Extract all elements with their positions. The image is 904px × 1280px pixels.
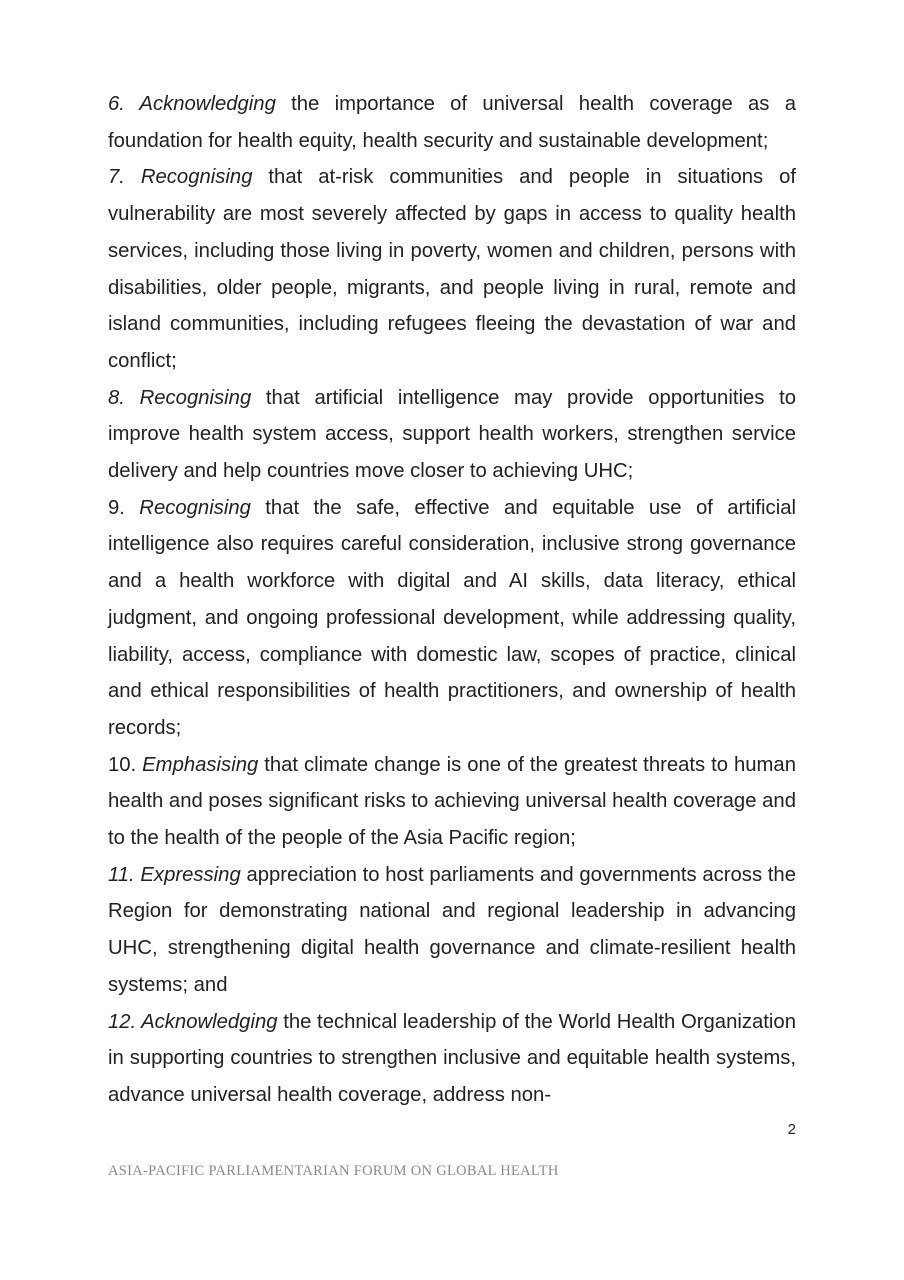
paragraph-lead: 7. Recognising [108, 166, 253, 189]
paragraph-text: that the safe, effective and equitable use of artificial intelligence also requires careful consideration, inclusive strong governance and a health workforce with digital and AI skills, data literacy, ethical judgment, and ongoing professional development, while addressing quality, liability, access, compliance with domestic law, scopes of practice, clinical and ethical responsibilities of health practitioners, and ownership of health records; [108, 496, 796, 739]
paragraph-lead: Recognising [139, 496, 251, 519]
page-number: 2 [787, 1121, 796, 1138]
paragraph-10 [108, 747, 796, 857]
paragraph-11 [108, 857, 796, 1004]
paragraph-lead: 8. Recognising [108, 386, 252, 409]
paragraph-lead: 6. Acknowledging [108, 93, 276, 115]
page-footer: ASIA-PACIFIC PARLIAMENTARIAN FORUM ON GLOBAL HEALTH [108, 1163, 559, 1179]
paragraph-text: appreciation to host parliaments and governments across the Region for demonstrating national and regional leadership in advancing UHC, strengthening digital health governance and climate-resilient health systems; and [108, 863, 796, 996]
paragraph-lead: 11. Expressing [108, 863, 241, 886]
paragraph-6 [108, 86, 796, 159]
paragraph-text: that at-risk communities and people in situations of vulnerability are most severely affected by gaps in access to quality health services, including those living in poverty, women and children, persons with disabilities, older people, migrants, and people living in rural, remote and island communities, including refugees fleeing the devastation of war and conflict; [108, 166, 797, 372]
paragraph-8 [108, 380, 796, 490]
paragraph-text: the technical leadership of the World Health Organization in supporting countries to strengthen inclusive and equitable health systems, advance universal health coverage, address non- [108, 1010, 796, 1106]
paragraph-12 [108, 1004, 796, 1114]
paragraph-7 [108, 159, 796, 379]
paragraph-text: the importance of universal health coverage as a foundation for health equity, health security and sustainable development; [108, 93, 796, 152]
paragraph-text: that climate change is one of the greatest threats to human health and poses significant risks to achieving universal health coverage and to the health of the people of the Asia Pacific region; [108, 753, 796, 850]
paragraph-number: 9. [108, 496, 140, 519]
paragraph-number: 10. [108, 753, 143, 776]
paragraph-text: that artificial intelligence may provide opportunities to improve health system access, support health workers, strengthen service delivery and help countries move closer to achieving UHC; [108, 386, 797, 483]
paragraph-9 [108, 490, 796, 747]
document-body [108, 86, 796, 1114]
paragraph-lead: Emphasising [142, 753, 259, 776]
paragraph-lead: 12. Acknowledging [108, 1010, 278, 1033]
